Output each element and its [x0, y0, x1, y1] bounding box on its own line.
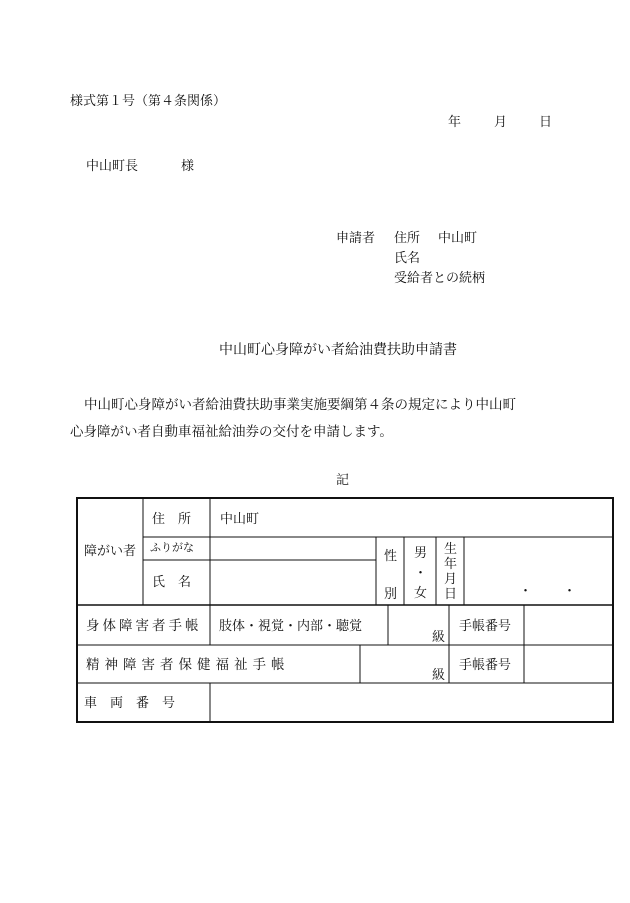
applicant-address-label: 住所	[394, 231, 421, 246]
address-value: 中山町	[220, 512, 260, 527]
address-label: 住 所	[152, 512, 192, 527]
name-field[interactable]	[212, 562, 374, 604]
birth-label-2: 年	[444, 557, 458, 572]
vehicle-number-field[interactable]	[212, 685, 611, 720]
physical-notebook-number-label: 手帳番号	[459, 619, 512, 634]
sex-label-top: 性	[384, 549, 398, 564]
disabled-person-label: 障がい者	[84, 544, 137, 559]
mental-disability-notebook-label: 精神障害者保健福祉手帳	[86, 657, 290, 673]
furigana-field[interactable]	[220, 538, 375, 559]
vehicle-number-label: 車 両 番 号	[84, 696, 176, 711]
applicant-name-label: 氏名	[394, 251, 421, 266]
sex-label-bottom: 別	[384, 587, 398, 602]
body-line-1: 中山町心身障がい者給油費扶助事業実施要綱第４条の規定により中山町	[84, 397, 516, 413]
applicant-label: 申請者	[336, 231, 376, 246]
ki-heading: 記	[336, 473, 350, 488]
birth-separator-1: ・	[519, 584, 533, 599]
form-id: 様式第１号（第４条関係）	[70, 94, 227, 109]
physical-notebook-number-field[interactable]	[526, 607, 611, 643]
document-title: 中山町心身障がい者給油費扶助申請書	[219, 342, 457, 358]
physical-grade-label: 級	[432, 630, 446, 645]
sex-male[interactable]: 男	[414, 546, 428, 561]
mental-notebook-number-label: 手帳番号	[459, 658, 512, 673]
sex-female[interactable]: 女	[414, 586, 428, 601]
birth-label-1: 生	[444, 542, 458, 557]
addressee-name: 中山町長	[86, 159, 139, 174]
mental-grade-label: 級	[432, 668, 446, 683]
applicant-relation-label: 受給者との続柄	[394, 271, 486, 286]
birth-label-4: 日	[444, 587, 458, 602]
physical-disability-notebook-label: 身体障害者手帳	[86, 618, 202, 634]
sex-dot: ・	[414, 566, 428, 581]
body-line-2: 心身障がい者自動車福祉給油券の交付を申請します。	[70, 424, 393, 440]
mental-notebook-number-field[interactable]	[526, 647, 611, 681]
name-label: 氏 名	[152, 575, 192, 590]
date-day: 日	[539, 115, 553, 130]
birth-separator-2: ・	[563, 584, 577, 599]
applicant-address-value: 中山町	[438, 231, 478, 246]
birth-label-3: 月	[444, 572, 458, 587]
physical-disability-types: 肢体・視覚・内部・聴覚	[219, 619, 363, 634]
furigana-label: ふりがな	[150, 541, 194, 554]
date-month: 月	[494, 115, 508, 130]
addressee-honorific: 様	[181, 159, 195, 174]
date-year: 年	[448, 115, 462, 130]
